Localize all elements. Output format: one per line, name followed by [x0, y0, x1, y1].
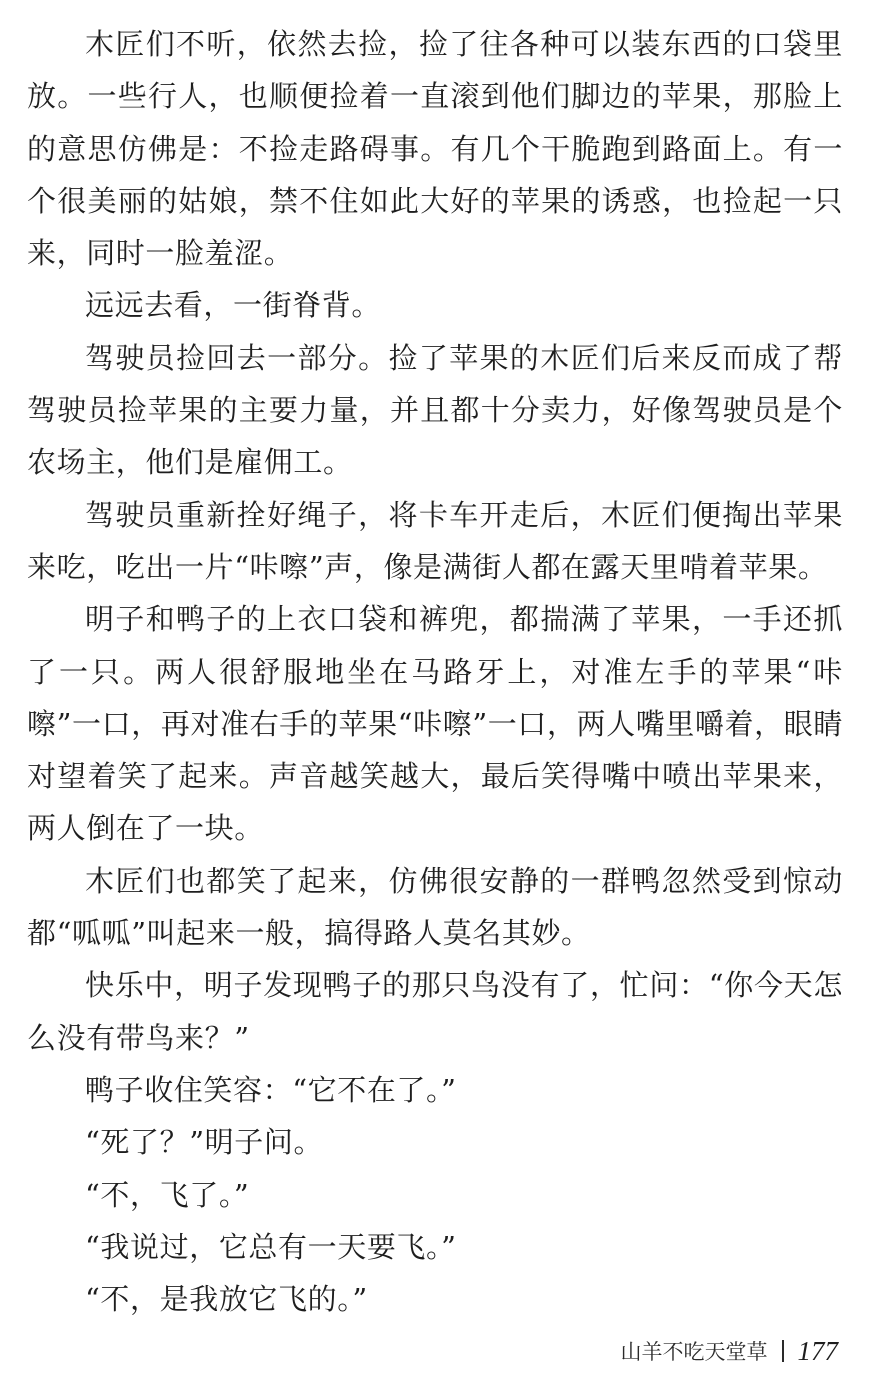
page-number: 177	[797, 1335, 838, 1366]
paragraph: 明子和鸭子的上衣口袋和裤兜，都揣满了苹果，一手还抓了一只。两人很舒服地坐在马路牙上，对准左手的苹果“咔嚓”一口，再对准右手的苹果“咔嚓”一口，两人嘴里嚼着，眼睛对望着笑了起来。声音越笑越大，最后笑得嘴中喷出苹果来，两人倒在了一块。	[27, 602, 843, 846]
paragraph: 鸭子收住笑容：“它不在了。”	[85, 1072, 457, 1107]
paragraph: “我说过，它总有一天要飞。”	[85, 1229, 457, 1264]
footer-divider	[782, 1340, 784, 1362]
paragraph: 快乐中，明子发现鸭子的那只鸟没有了，忙问：“你今天怎么没有带鸟来？”	[27, 968, 843, 1055]
paragraph: “不，飞了。”	[85, 1177, 250, 1212]
paragraph: 远远去看，一街脊背。	[85, 288, 382, 323]
paragraph: 木匠们也都笑了起来，仿佛很安静的一群鸭忽然受到惊动都“呱呱”叫起来一般，搞得路人莫名其妙。	[27, 863, 843, 951]
paragraph: “不，是我放它飞的。”	[85, 1282, 368, 1317]
page-footer	[621, 1333, 839, 1369]
paragraph: 木匠们不听，依然去捡，捡了往各种可以装东西的口袋里放。一些行人，也顺便捡着一直滚到他们脚边的苹果，那脸上的意思仿佛是：不捡走路碍事。有几个干脆跑到路面上。有一个很美丽的姑娘，禁不住如此大好的苹果的诱惑，也捡起一只来，同时一脸羞涩。	[27, 27, 843, 271]
paragraph: “死了？”明子问。	[85, 1125, 324, 1160]
book-title: 山羊不吃天堂草	[620, 1340, 768, 1364]
paragraph: 驾驶员捡回去一部分。捡了苹果的木匠们后来反而成了帮驾驶员捡苹果的主要力量，并且都十分卖力，好像驾驶员是个农场主，他们是雇佣工。	[27, 340, 843, 480]
page-body	[27, 18, 843, 1325]
paragraph: 驾驶员重新拴好绳子，将卡车开走后，木匠们便掏出苹果来吃，吃出一片“咔嚓”声，像是满街人都在露天里啃着苹果。	[27, 497, 843, 584]
